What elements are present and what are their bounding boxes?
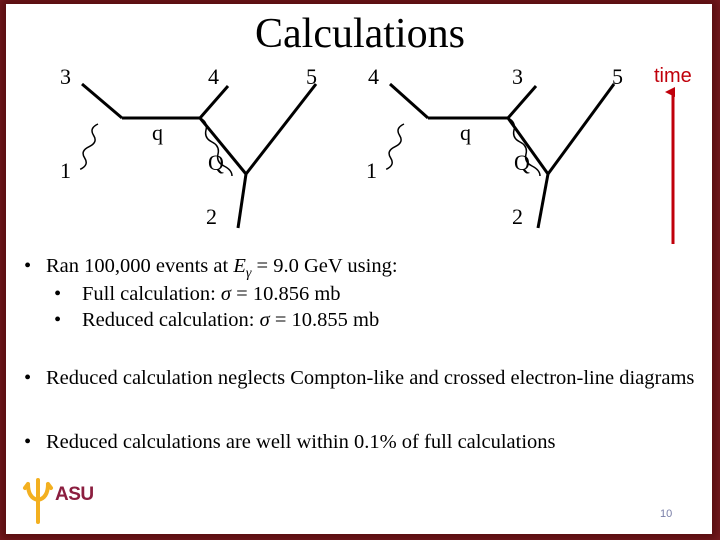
bullet-2-text: Reduced calculation neglects Compton-like and crossed electron-line diagrams [46,367,695,390]
photon-line-1 [80,122,99,171]
feynman-diagrams [0,0,720,250]
label-1: 1 [366,158,377,183]
label-4: 4 [368,64,379,89]
bullet-dot: • [54,308,62,331]
sub-bullet-value: = 10.855 mb [269,308,380,331]
label-3: 3 [512,64,523,89]
label-4: 4 [208,64,219,89]
diagram-right [366,64,623,229]
sub-bullet-value: = 10.856 mb [231,283,341,306]
time-label: time [654,65,692,87]
bullet-dot: • [54,283,62,306]
electron-line-out-5 [548,84,614,174]
bullet-list [24,254,704,455]
label-q: q [152,120,163,145]
electron-line-in [82,84,122,118]
label-5: 5 [306,64,317,89]
pitchfork-icon [22,478,54,524]
bullet-dot: • [24,255,32,277]
electron-line-out-2 [538,174,548,228]
sub-bullet-full [24,282,704,307]
photon-line-1 [386,122,405,171]
label-Q: Q [208,150,224,175]
asu-logo [22,478,102,528]
gamma-subscript: γ [245,266,252,282]
label-2: 2 [512,204,523,229]
label-3: 3 [60,64,71,89]
logo-text: ASU [55,484,94,505]
energy-symbol: E [233,255,246,277]
label-5: 5 [612,64,623,89]
sigma-symbol: σ [220,283,232,306]
bullet-dot: • [24,367,32,390]
bullet-3 [24,430,704,455]
electron-line-out-2 [238,174,246,228]
label-2: 2 [206,204,217,229]
page-number: 10 [660,508,673,520]
electron-line-out-5 [246,84,316,174]
bullet-dot: • [24,430,32,453]
bullet-1-text: Ran 100,000 events at [46,255,234,277]
bullet-1 [24,254,704,282]
bullet-2 [24,366,704,391]
electron-line-out-4 [200,86,228,118]
bullet-3-text: Reduced calculations are well within 0.1% of full calculations [46,430,556,453]
sub-bullet-label: Reduced calculation: [82,308,260,331]
sub-bullet-reduced [24,308,704,333]
bullet-1-suffix: = 9.0 GeV using: [251,255,398,277]
label-q: q [460,120,471,145]
label-Q: Q [514,150,530,175]
sigma-symbol: σ [259,308,270,331]
label-1: 1 [60,158,71,183]
sub-bullet-label: Full calculation: [82,283,221,306]
electron-line-out-3 [508,86,536,118]
diagram-left [60,64,317,229]
electron-line-in [390,84,428,118]
slide-title: Calculations [255,11,465,57]
